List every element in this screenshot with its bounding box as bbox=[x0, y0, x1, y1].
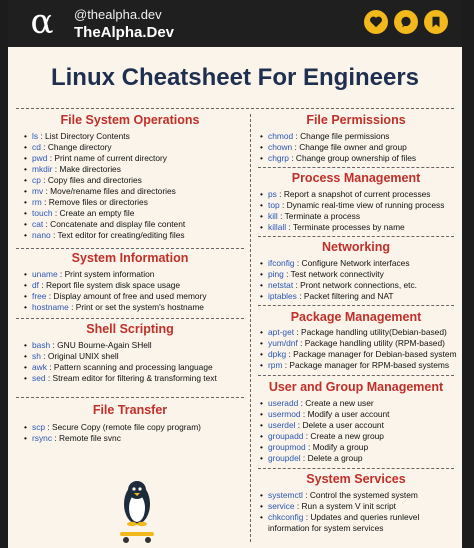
command-description: : Concatenate and display file content bbox=[43, 219, 186, 229]
command-name: systemctl bbox=[268, 490, 303, 500]
command-item bbox=[260, 200, 458, 211]
command-description: : Copy files and directories bbox=[40, 175, 142, 185]
command-item bbox=[24, 164, 246, 175]
command-name: groupdel bbox=[268, 453, 301, 463]
command-item bbox=[260, 327, 458, 338]
command-name: ps bbox=[268, 189, 277, 199]
command-description: : Configure Network interfaces bbox=[294, 258, 410, 268]
command-description: : Change directory bbox=[40, 142, 112, 152]
command-name: chmod bbox=[268, 131, 294, 141]
command-description: : Create a new user bbox=[298, 398, 374, 408]
command-name: top bbox=[268, 200, 280, 210]
command-name: rm bbox=[32, 197, 42, 207]
command-item bbox=[24, 219, 246, 230]
section-title-file-transfer: File Transfer bbox=[92, 403, 168, 417]
command-description: : Package handling utility(Debian-based) bbox=[294, 327, 447, 337]
command-description: : Package manager for RPM-based systems bbox=[282, 360, 450, 370]
command-item bbox=[260, 453, 458, 464]
command-item bbox=[260, 269, 458, 280]
command-item bbox=[24, 280, 246, 291]
brand-name: TheAlpha.Dev bbox=[74, 24, 175, 41]
page-title: Linux Cheatsheet For Engineers bbox=[50, 64, 420, 91]
command-name: free bbox=[32, 291, 47, 301]
section-title-file-permissions: File Permissions bbox=[306, 113, 406, 127]
command-item bbox=[24, 269, 246, 280]
command-description: : Report a snapshot of current processes bbox=[276, 189, 431, 199]
command-item bbox=[260, 398, 458, 409]
command-description: : Delete a group bbox=[300, 453, 363, 463]
section-title-user-group: User and Group Management bbox=[268, 380, 444, 394]
command-description: : Create an empty file bbox=[52, 208, 135, 218]
command-description: : Move/rename files and directories bbox=[43, 186, 176, 196]
title-divider bbox=[16, 108, 454, 109]
section-list-process-management bbox=[260, 189, 458, 233]
command-item bbox=[260, 280, 458, 291]
heart-icon[interactable] bbox=[364, 10, 388, 34]
section-title-process-management: Process Management bbox=[291, 171, 421, 185]
command-description: : Text editor for creating/editing files bbox=[50, 230, 185, 240]
command-item bbox=[260, 512, 458, 534]
command-name: userdel bbox=[268, 420, 296, 430]
command-name: groupadd bbox=[268, 431, 304, 441]
command-name: useradd bbox=[268, 398, 299, 408]
header-actions bbox=[364, 10, 448, 34]
command-name: ifconfig bbox=[268, 258, 295, 268]
command-item bbox=[24, 422, 246, 433]
chat-icon[interactable] bbox=[394, 10, 418, 34]
command-description: : Package manager for Debian-based system bbox=[286, 349, 457, 359]
command-item bbox=[24, 291, 246, 302]
command-name: hostname bbox=[32, 302, 69, 312]
command-item bbox=[260, 211, 458, 222]
command-name: yum/dnf bbox=[268, 338, 298, 348]
command-name: mkdir bbox=[32, 164, 53, 174]
command-item bbox=[260, 490, 458, 501]
section-title-system-info: System Information bbox=[71, 251, 189, 265]
section-list-package-management bbox=[260, 327, 458, 371]
command-item bbox=[260, 409, 458, 420]
command-name: kill bbox=[268, 211, 278, 221]
section-list-system-services bbox=[260, 490, 458, 534]
section-divider bbox=[258, 305, 454, 306]
command-item bbox=[260, 442, 458, 453]
command-description: : Remove files or directories bbox=[41, 197, 148, 207]
command-item bbox=[24, 197, 246, 208]
command-name: netstat bbox=[268, 280, 294, 290]
command-description: : Packet filtering and NAT bbox=[296, 291, 394, 301]
command-description: : Print system information bbox=[57, 269, 155, 279]
command-name: rsync bbox=[32, 433, 53, 443]
command-description: : List Directory Contents bbox=[38, 131, 130, 141]
command-name: rpm bbox=[268, 360, 283, 370]
command-name: cd bbox=[32, 142, 41, 152]
section-list-file-system bbox=[24, 131, 246, 241]
section-title-system-services: System Services bbox=[306, 472, 406, 486]
section-divider bbox=[16, 318, 244, 319]
command-description: : Terminate processes by name bbox=[286, 222, 405, 232]
bookmark-icon[interactable] bbox=[424, 10, 448, 34]
command-description: : Pattern scanning and processing language bbox=[46, 362, 213, 372]
penguin-illustration bbox=[112, 476, 162, 546]
command-item bbox=[24, 433, 246, 444]
command-description: : Control the systemed system bbox=[302, 490, 418, 500]
section-title-file-system: File System Operations bbox=[60, 113, 200, 127]
command-name: ls bbox=[32, 131, 39, 141]
section-list-system-info bbox=[24, 269, 246, 313]
command-item bbox=[24, 208, 246, 219]
command-name: service bbox=[268, 501, 295, 511]
section-list-file-transfer bbox=[24, 422, 246, 444]
command-description: : GNU Bourne-Again SHell bbox=[50, 340, 152, 350]
command-item bbox=[24, 142, 246, 153]
command-name: killall bbox=[268, 222, 287, 232]
column-divider bbox=[250, 114, 251, 542]
command-name: cp bbox=[32, 175, 41, 185]
command-description: : Modify a group bbox=[305, 442, 369, 452]
command-description: : Original UNIX shell bbox=[40, 351, 119, 361]
handle-text: @thealpha.dev bbox=[74, 7, 162, 22]
command-item bbox=[24, 186, 246, 197]
command-name: nano bbox=[32, 230, 51, 240]
command-name: ping bbox=[268, 269, 284, 279]
command-item bbox=[24, 351, 246, 362]
command-description: : Change file owner and group bbox=[292, 142, 407, 152]
command-item bbox=[260, 501, 458, 512]
section-divider bbox=[16, 248, 244, 249]
section-list-user-group bbox=[260, 398, 458, 464]
section-divider bbox=[258, 236, 454, 237]
command-description: : Pront network connections, etc. bbox=[293, 280, 417, 290]
command-name: usermod bbox=[268, 409, 301, 419]
section-divider bbox=[258, 375, 454, 376]
command-description: : Print name of current directory bbox=[47, 153, 167, 163]
command-item bbox=[260, 153, 458, 164]
command-description: : Dynamic real-time view of running process bbox=[279, 200, 445, 210]
command-name: cat bbox=[32, 219, 44, 229]
command-name: chgrp bbox=[268, 153, 289, 163]
command-item bbox=[24, 340, 246, 351]
section-divider bbox=[258, 468, 454, 469]
command-description: : Remote file svnc bbox=[52, 433, 121, 443]
command-item bbox=[260, 431, 458, 442]
command-name: pwd bbox=[32, 153, 48, 163]
command-item bbox=[24, 230, 246, 241]
command-name: chown bbox=[268, 142, 293, 152]
section-list-file-permissions bbox=[260, 131, 458, 164]
command-name: chkconfig bbox=[268, 512, 304, 522]
command-item bbox=[260, 258, 458, 269]
command-description: : Run a system V init script bbox=[294, 501, 396, 511]
command-item bbox=[260, 189, 458, 200]
command-item bbox=[260, 420, 458, 431]
command-item bbox=[260, 291, 458, 302]
header-bar bbox=[8, 0, 462, 47]
command-name: iptables bbox=[268, 291, 297, 301]
section-divider bbox=[16, 397, 244, 398]
command-description: : Modify a user account bbox=[300, 409, 390, 419]
command-item bbox=[260, 142, 458, 153]
command-item bbox=[260, 222, 458, 233]
command-description: : Print or set the system's hostname bbox=[68, 302, 204, 312]
command-item bbox=[24, 131, 246, 142]
command-item bbox=[260, 338, 458, 349]
command-description: : Delete a user account bbox=[295, 420, 384, 430]
command-description: : Stream editor for filtering & transforming text bbox=[45, 373, 217, 383]
command-description: : Make directories bbox=[52, 164, 121, 174]
section-divider bbox=[258, 167, 454, 168]
alpha-logo-icon: α bbox=[30, 2, 54, 42]
section-list-shell-scripting bbox=[24, 340, 246, 384]
command-description: : Change file permissions bbox=[293, 131, 390, 141]
command-description: : Secure Copy (remote file copy program) bbox=[45, 422, 201, 432]
command-description: : Test network connectivity bbox=[283, 269, 384, 279]
command-name: awk bbox=[32, 362, 47, 372]
command-name: groupmod bbox=[268, 442, 306, 452]
command-name: scp bbox=[32, 422, 46, 432]
cheatsheet-card bbox=[8, 0, 462, 548]
section-title-shell-scripting: Shell Scripting bbox=[86, 322, 174, 336]
command-name: apt-get bbox=[268, 327, 295, 337]
command-description: : Terminate a process bbox=[277, 211, 361, 221]
command-description: : Display amount of free and used memory bbox=[46, 291, 207, 301]
section-title-networking: Networking bbox=[321, 240, 391, 254]
command-item bbox=[24, 302, 246, 313]
command-item bbox=[24, 175, 246, 186]
command-item bbox=[260, 349, 458, 360]
command-name: dpkg bbox=[268, 349, 287, 359]
command-description: : Package handling utility (RPM-based) bbox=[297, 338, 445, 348]
command-item bbox=[24, 362, 246, 373]
section-title-package-management: Package Management bbox=[290, 310, 422, 324]
command-description: : Updates and queries runlevel information for system services bbox=[268, 512, 420, 533]
command-description: : Report file system disk space usage bbox=[39, 280, 181, 290]
command-item bbox=[24, 153, 246, 164]
command-description: : Create a new group bbox=[303, 431, 384, 441]
command-name: bash bbox=[32, 340, 51, 350]
command-description: : Change group ownership of files bbox=[288, 153, 417, 163]
command-name: sh bbox=[32, 351, 41, 361]
command-item bbox=[260, 360, 458, 371]
command-item bbox=[24, 373, 246, 384]
command-name: df bbox=[32, 280, 39, 290]
command-item bbox=[260, 131, 458, 142]
command-name: touch bbox=[32, 208, 53, 218]
section-list-networking bbox=[260, 258, 458, 302]
command-name: mv bbox=[32, 186, 44, 196]
command-name: uname bbox=[32, 269, 58, 279]
command-name: sed bbox=[32, 373, 46, 383]
